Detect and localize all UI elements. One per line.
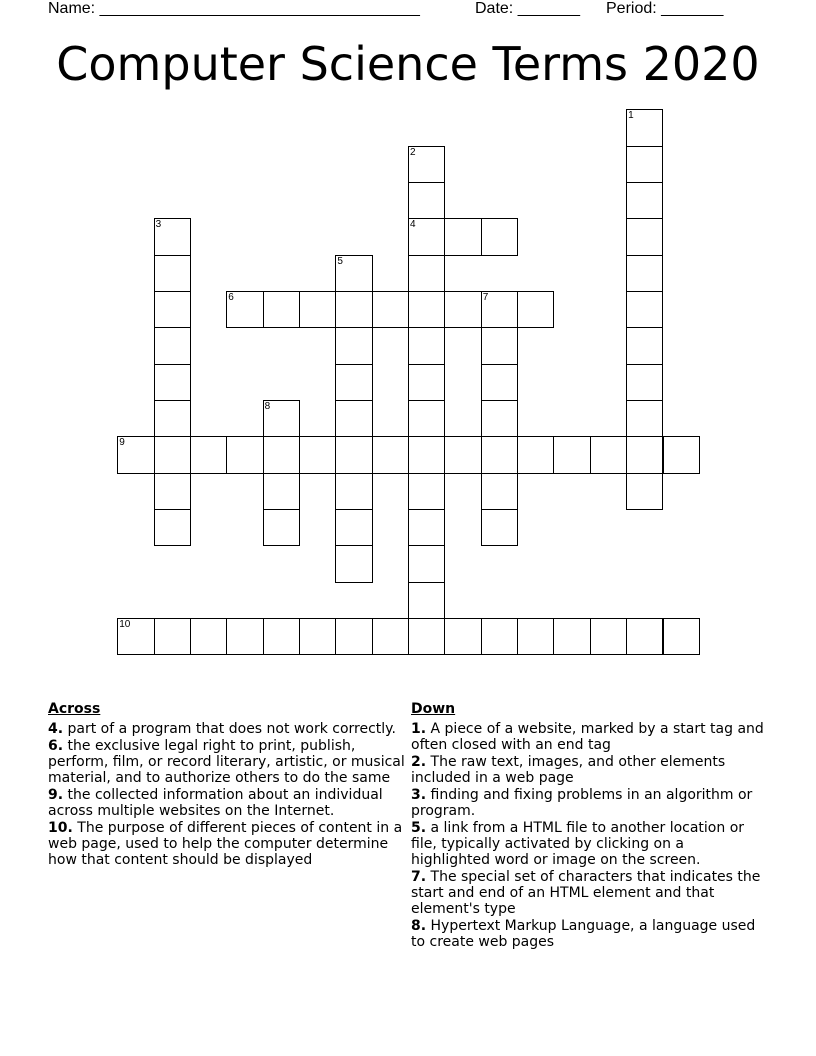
across-heading: Across <box>48 701 101 717</box>
grid-cell[interactable] <box>335 545 372 582</box>
grid-cell[interactable] <box>553 436 590 473</box>
clue-item-text: The special set of characters that indicates the start and end of an HTML element and that element's type <box>411 869 761 917</box>
grid-cell[interactable] <box>481 618 518 655</box>
grid-cell[interactable] <box>335 400 372 437</box>
clue-item-text: a link from a HTML file to another location or file, typically activated by clicking on a highlighted word or image on the screen. <box>411 820 745 868</box>
grid-cell[interactable] <box>517 291 554 328</box>
grid-cell[interactable] <box>553 618 590 655</box>
grid-cell[interactable] <box>626 291 663 328</box>
clue-item-text: Hypertext Markup Language, a language used to create web pages <box>411 918 756 950</box>
grid-cell[interactable] <box>408 327 445 364</box>
grid-cell[interactable] <box>408 255 445 292</box>
grid-cell[interactable] <box>154 327 191 364</box>
grid-cell[interactable] <box>408 436 445 473</box>
grid-cell[interactable] <box>408 400 445 437</box>
grid-cell[interactable] <box>154 473 191 510</box>
grid-cell[interactable] <box>117 436 154 473</box>
clue-item-text: The purpose of different pieces of content in a web page, used to help the computer determine how that content should be displayed <box>48 820 403 868</box>
clue-number: 6 <box>228 292 234 303</box>
grid-cell[interactable] <box>372 618 409 655</box>
grid-cell[interactable] <box>263 473 300 510</box>
clue-item <box>48 820 408 868</box>
grid-cell[interactable] <box>481 473 518 510</box>
grid-cell[interactable] <box>626 473 663 510</box>
across-clue-list <box>48 721 408 868</box>
clue-number: 4 <box>410 219 416 231</box>
grid-cell[interactable] <box>590 618 627 655</box>
grid-cell[interactable] <box>626 400 663 437</box>
clue-number: 9 <box>119 437 125 449</box>
clue-item-number: 9. <box>48 787 64 803</box>
grid-cell[interactable] <box>154 436 191 473</box>
clue-item-number: 1. <box>411 721 427 737</box>
grid-cell[interactable] <box>408 473 445 510</box>
name-field-label: Name: ____________________________________ <box>48 0 420 17</box>
period-field-label: Period: _______ <box>606 0 724 17</box>
grid-cell[interactable] <box>335 473 372 510</box>
clue-item-text: finding and fixing problems in an algorithm or program. <box>411 787 753 819</box>
date-field-label: Date: _______ <box>475 0 580 17</box>
grid-cell[interactable] <box>517 436 554 473</box>
clue-item-text: the exclusive legal right to print, publish, perform, film, or record literary, artistic, or musical material, and to authorize others to do the same <box>48 738 405 786</box>
grid-cell[interactable] <box>408 182 445 219</box>
grid-cell[interactable] <box>663 436 700 473</box>
across-clues <box>48 700 408 869</box>
grid-cell[interactable] <box>335 291 372 328</box>
grid-cell[interactable] <box>335 618 372 655</box>
clue-item-number: 2. <box>411 754 427 770</box>
grid-cell[interactable] <box>481 327 518 364</box>
clue-item-number: 5. <box>411 820 427 836</box>
grid-cell[interactable] <box>626 618 663 655</box>
grid-cell[interactable] <box>117 618 154 655</box>
grid-cell[interactable] <box>444 291 481 328</box>
clue-number: 7 <box>482 292 489 303</box>
grid-cell[interactable] <box>408 218 445 255</box>
grid-cell[interactable] <box>626 146 663 183</box>
clue-number: 5 <box>337 255 343 267</box>
grid-cell[interactable] <box>408 618 445 655</box>
grid-cell[interactable] <box>408 364 445 401</box>
clue-number: 8 <box>264 401 271 413</box>
grid-cell[interactable] <box>481 291 518 328</box>
grid-cell[interactable] <box>154 218 191 255</box>
grid-cell[interactable] <box>626 218 663 255</box>
grid-cell[interactable] <box>154 618 191 655</box>
grid-cell[interactable] <box>263 400 300 437</box>
grid-cell[interactable] <box>263 291 300 328</box>
grid-cell[interactable] <box>154 255 191 292</box>
grid-cell[interactable] <box>299 436 336 473</box>
grid-cell[interactable] <box>481 400 518 437</box>
grid-cell[interactable] <box>626 182 663 219</box>
clue-item-text: the collected information about an individual across multiple websites on the Internet. <box>48 787 383 819</box>
grid-cell[interactable] <box>154 509 191 546</box>
grid-cell[interactable] <box>408 291 445 328</box>
grid-cell[interactable] <box>626 109 663 146</box>
grid-cell[interactable] <box>263 618 300 655</box>
grid-cell[interactable] <box>335 327 372 364</box>
grid-cell[interactable] <box>590 436 627 473</box>
clue-number: 1 <box>628 110 634 122</box>
clue-item <box>48 738 408 786</box>
grid-cell[interactable] <box>408 545 445 582</box>
grid-cell[interactable] <box>335 364 372 401</box>
grid-cell[interactable] <box>444 436 481 473</box>
grid-cell[interactable] <box>299 618 336 655</box>
grid-cell[interactable] <box>517 618 554 655</box>
grid-cell[interactable] <box>626 436 663 473</box>
clue-item-number: 7. <box>411 869 427 885</box>
clue-item-text: A piece of a website, marked by a start tag and often closed with an end tag <box>411 721 764 753</box>
grid-cell[interactable] <box>408 509 445 546</box>
clue-item <box>411 787 766 819</box>
grid-cell[interactable] <box>626 327 663 364</box>
grid-cell[interactable] <box>481 436 518 473</box>
grid-cell[interactable] <box>372 291 409 328</box>
clue-number: 3 <box>155 219 162 231</box>
down-heading: Down <box>411 701 456 717</box>
grid-cell[interactable] <box>335 255 372 292</box>
clue-item-number: 8. <box>411 918 427 934</box>
clue-number: 2 <box>410 146 416 158</box>
grid-cell[interactable] <box>154 400 191 437</box>
grid-cell[interactable] <box>190 618 227 655</box>
clue-item <box>48 721 408 737</box>
grid-cell[interactable] <box>335 509 372 546</box>
clue-item <box>411 754 766 786</box>
clue-item <box>411 869 766 917</box>
clue-item-number: 3. <box>411 787 427 803</box>
grid-cell[interactable] <box>481 509 518 546</box>
grid-cell[interactable] <box>226 436 263 473</box>
grid-cell[interactable] <box>154 291 191 328</box>
clue-item <box>48 787 408 819</box>
grid-cell[interactable] <box>626 255 663 292</box>
grid-cell[interactable] <box>226 291 263 328</box>
clue-item <box>411 820 766 868</box>
grid-cell[interactable] <box>372 436 409 473</box>
grid-cell[interactable] <box>444 218 481 255</box>
page-title: Computer Science Terms 2020 <box>56 37 760 91</box>
grid-cell[interactable] <box>154 364 191 401</box>
clue-item <box>411 721 766 753</box>
down-clues <box>411 700 766 951</box>
clue-item-number: 10. <box>48 820 73 836</box>
clue-item <box>411 918 766 950</box>
grid-cell[interactable] <box>226 618 263 655</box>
grid-cell[interactable] <box>263 436 300 473</box>
grid-cell[interactable] <box>299 291 336 328</box>
grid-cell[interactable] <box>481 218 518 255</box>
down-clue-list <box>411 721 766 950</box>
grid-cell[interactable] <box>263 509 300 546</box>
clue-item-number: 6. <box>48 738 64 754</box>
clue-item-number: 4. <box>48 721 64 737</box>
grid-cell[interactable] <box>335 436 372 473</box>
clue-number: 10 <box>119 619 131 631</box>
grid-cell[interactable] <box>626 364 663 401</box>
grid-cell[interactable] <box>663 618 700 655</box>
grid-cell[interactable] <box>190 436 227 473</box>
clue-item-text: part of a program that does not work correctly. <box>63 721 396 737</box>
grid-cell[interactable] <box>408 146 445 183</box>
grid-cell[interactable] <box>481 364 518 401</box>
grid-cell[interactable] <box>408 582 445 619</box>
clue-item-text: The raw text, images, and other elements included in a web page <box>411 754 726 786</box>
grid-cell[interactable] <box>444 618 481 655</box>
